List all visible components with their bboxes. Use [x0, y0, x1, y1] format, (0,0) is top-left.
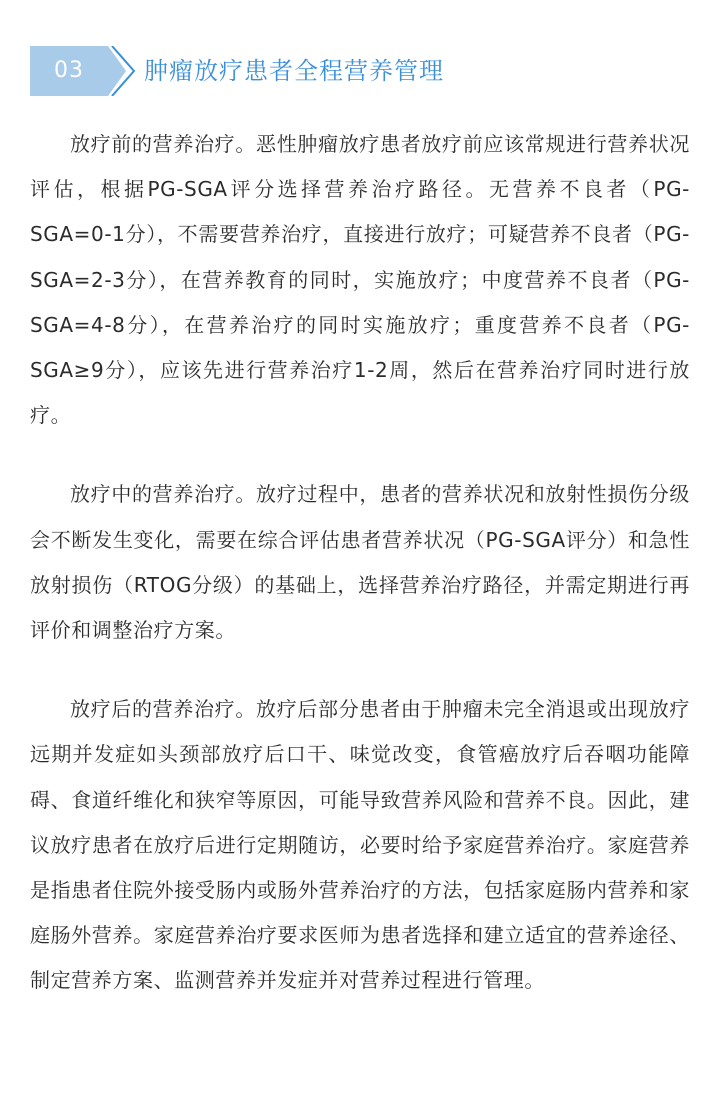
- paragraph-post-radiotherapy: 放疗后的营养治疗。放疗后部分患者由于肿瘤未完全消退或出现放疗远期并发症如头颈部放疗后口干、味觉改变，食管癌放疗后吞咽功能障碍、食道纤维化和狭窄等原因，可能导致营养风险和营养不良。因此，建议放疗患者在放疗后进行定期随访，必要时给予家庭营养治疗。家庭营养是指患者住院外接受肠内或肠外营养治疗的方法，包括家庭肠内营养和家庭肠外营养。家庭营养治疗要求医师为患者选择和建立适宜的营养途径、制定营养方案、监测营养并发症并对营养过程进行管理。: [30, 697, 690, 993]
- section-number: 03: [54, 58, 84, 83]
- section-title: 肿瘤放疗患者全程营养管理: [144, 57, 444, 85]
- paragraph-pre-radiotherapy: 放疗前的营养治疗。恶性肿瘤放疗患者放疗前应该常规进行营养状况评估，根据PG-SGA评分选择营养治疗路径。无营养不良者（PG-SGA=0-1分），不需要营养治疗，直接进行放疗；可疑营养不良者（PG-SGA=2-3分），在营养教育的同时，实施放疗；中度营养不良者（PG-SGA=4-8分），在营养治疗的同时实施放疗；重度营养不良者（PG-SGA≥9分），应该先进行营养治疗1-2周，然后在营养治疗同时进行放疗。: [30, 132, 690, 428]
- paragraph-during-radiotherapy: 放疗中的营养治疗。放疗过程中，患者的营养状况和放射性损伤分级会不断发生变化，需要在综合评估患者营养状况（PG-SGA评分）和急性放射损伤（RTOG分级）的基础上，选择营养治疗路径，并需定期进行再评价和调整治疗方案。: [30, 482, 690, 643]
- section-header: [30, 46, 690, 96]
- article-body: [30, 122, 690, 1038]
